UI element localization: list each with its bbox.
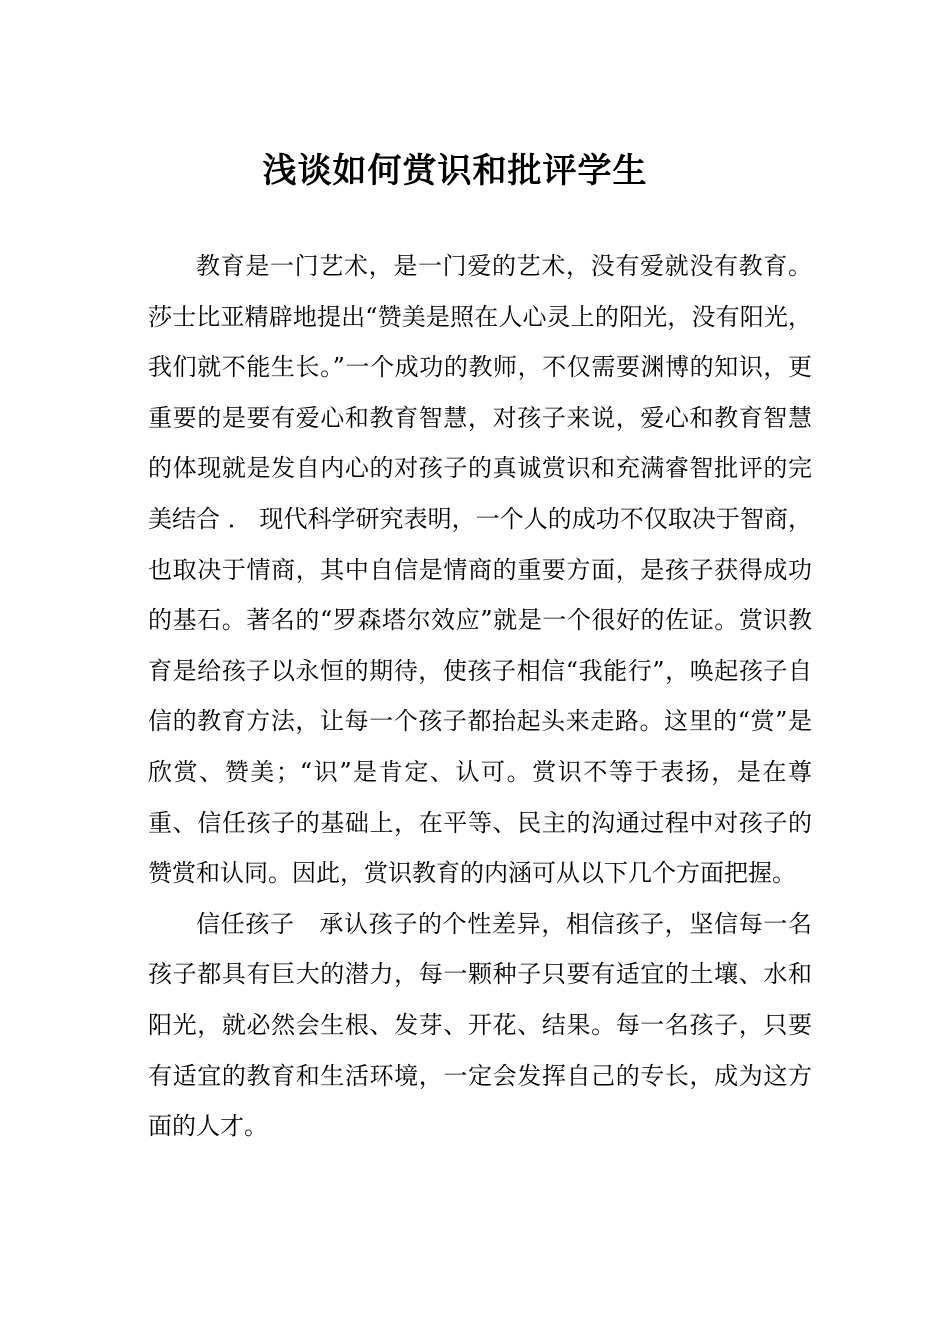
paragraph: 教育是一门艺术，是一门爱的艺术，没有爱就没有教育。莎士比亚精辟地提出“赞美是照在人心灵上的阳光，没有阳光，我们就不能生长。”一个成功的教师，不仅需要渊博的知识，更重要的是要有爱心和教育智慧，对孩子来说，爱心和教育智慧的体现就是发自内心的对孩子的真诚赏识和充满睿智批评的完美结合 ． 现代科学研究表明，一个人的成功不仅取决于智商，也取决于情商，其中自信是情商的重要方面，是孩子获得成功的基石。著名的“罗森塔尔效应”就是一个很好的佐证。赏识教育是给孩子以永恒的期待，使孩子相信“我能行”，唤起孩子自信的教育方法，让每一个孩子都抬起头来走路。这里的“赏”是欣赏、赞美；“识”是肯定、认可。赏识不等于表扬，是在尊重、信任孩子的基础上，在平等、民主的沟通过程中对孩子的赞赏和认同。因此，赏识教育的内涵可从以下几个方面把握。 [148, 252, 812, 888]
document-title: 浅谈如何赏识和批评学生 [262, 151, 648, 191]
paragraph: 信任孩子 承认孩子的个性差异，相信孩子，坚信每一名孩子都具有巨大的潜力，每一颗种子只要有适宜的土壤、水和阳光，就必然会生根、发芽、开花、结果。每一名孩子，只要有适宜的教育和生活环境，一定会发挥自己的专长，成为这方面的人才。 [148, 909, 812, 1141]
document-body [148, 241, 812, 1152]
